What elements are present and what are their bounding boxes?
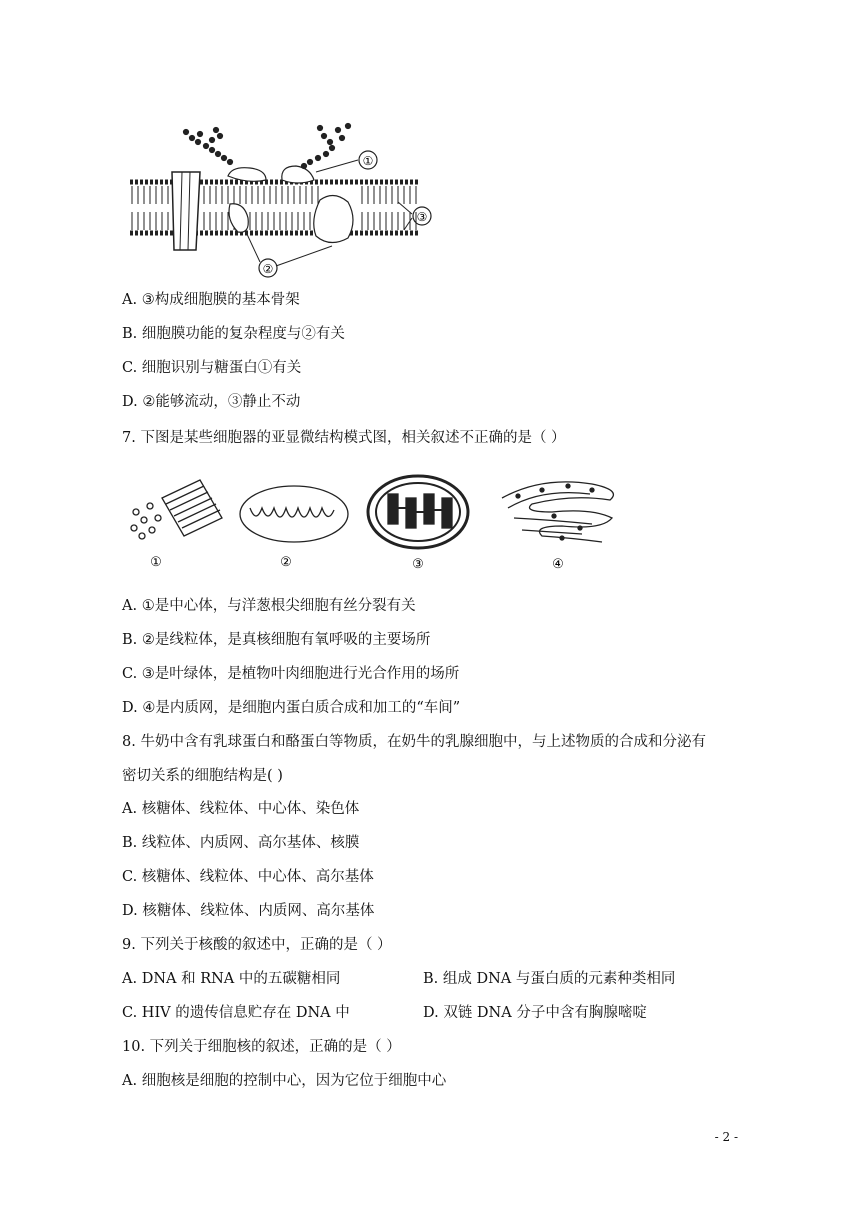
endoplasmic-reticulum-icon [502,482,613,542]
q8-stem-line2: 密切关系的细胞结构是( ) [122,768,283,784]
embedded-protein-small [229,204,248,232]
q7-option-d: D. ④是内质网，是细胞内蛋白质合成和加工的“车间” [122,700,461,716]
peripheral-protein [228,168,266,182]
organelles-figure [122,468,642,580]
q6-option-d: D. ②能够流动，③静止不动 [122,394,301,410]
organelle-label-2: ② [280,555,292,570]
q7-option-b: B. ②是线粒体，是真核细胞有氧呼吸的主要场所 [122,632,431,648]
q9-option-d: D. 双链 DNA 分子中含有胸腺嘧啶 [423,1005,647,1021]
q10-option-a: A. 细胞核是细胞的控制中心，因为它位于细胞中心 [122,1073,447,1089]
sugar-chain-right [302,124,351,169]
q7-option-c: C. ③是叶绿体，是植物叶肉细胞进行光合作用的场所 [122,666,460,682]
q7-option-a: A. ①是中心体，与洋葱根尖细胞有丝分裂有关 [122,598,416,614]
q6-option-a: A. ③构成细胞膜的基本骨架 [122,292,300,308]
q8-stem-line1: 8. 牛奶中含有乳球蛋白和酪蛋白等物质，在奶牛的乳腺细胞中，与上述物质的合成和分泌有 [122,734,706,750]
glycoprotein [282,166,314,183]
chloroplast-icon [368,476,468,548]
label-two: ② [262,262,274,276]
q8-option-c: C. 核糖体、线粒体、中心体、高尔基体 [122,869,374,885]
mitochondrion-icon [240,486,348,542]
organelle-label-3: ③ [412,557,424,572]
organelle-label-4: ④ [552,557,564,572]
q6-option-c: C. 细胞识别与糖蛋白①有关 [122,360,302,376]
sugar-chain-left [184,128,233,165]
q9-option-a: A. DNA 和 RNA 中的五碳糖相同 [122,971,341,987]
label-three: ③ [416,210,428,224]
q10-stem: 10. 下列关于细胞核的叙述，正确的是（ ） [122,1039,401,1055]
page-number: - 2 - [714,1130,738,1144]
label-one: ① [362,154,374,168]
q7-stem: 7. 下图是某些细胞器的亚显微结构模式图，相关叙述不正确的是（ ） [122,430,566,446]
cell-membrane-figure [120,120,440,280]
q8-option-d: D. 核糖体、线粒体、内质网、高尔基体 [122,903,375,919]
transmembrane-protein [172,172,200,250]
q9-option-b: B. 组成 DNA 与蛋白质的元素种类相同 [423,971,676,987]
q9-option-c: C. HIV 的遗传信息贮存在 DNA 中 [122,1005,350,1021]
q9-stem: 9. 下列关于核酸的叙述中，正确的是（ ） [122,937,392,953]
embedded-protein-large [314,195,353,242]
centriole-icon [131,480,222,539]
q6-option-b: B. 细胞膜功能的复杂程度与②有关 [122,326,345,342]
organelle-label-1: ① [150,555,162,570]
q8-option-b: B. 线粒体、内质网、高尔基体、核膜 [122,835,360,851]
q8-option-a: A. 核糖体、线粒体、中心体、染色体 [122,801,360,817]
